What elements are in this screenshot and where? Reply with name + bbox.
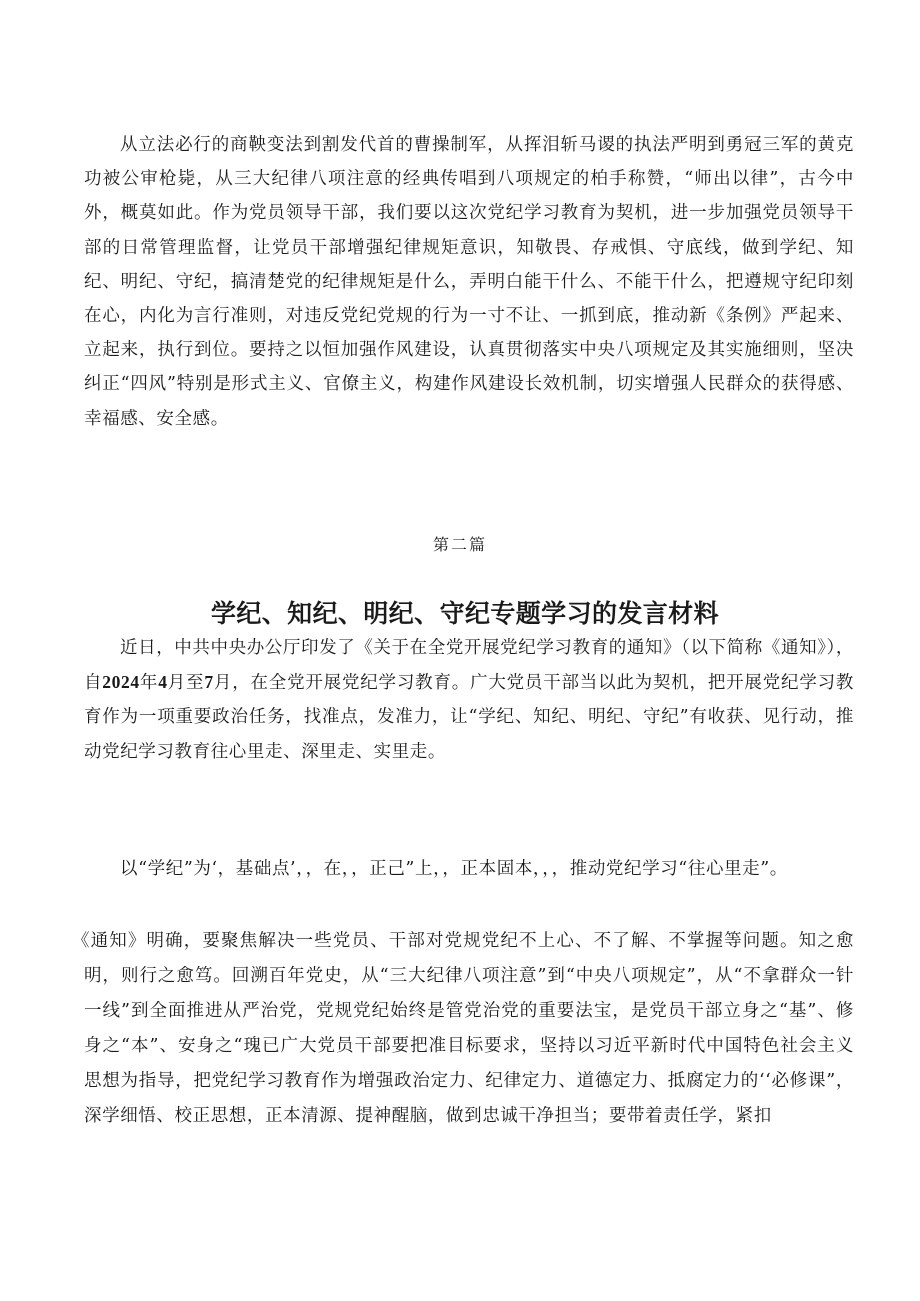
paragraph-2-text-after: 月，在全党开展党纪学习教育。广大党员干部当以此为契机，把开展党纪学习教育作为一项重要政治任务，找准点，发准力，让“学纪、知纪、明纪、守纪”有收获、见行动，推动党纪学习教育往心里走、深里走、实里走。 bbox=[84, 673, 855, 762]
section-label: 第二篇 bbox=[432, 535, 487, 554]
paragraph-3: 以“学纪”为‘，基础点’，，在，，正己”上，，正本固本，，，推动党纪学习“往心里走”。 bbox=[120, 859, 788, 879]
paragraph-4: 《通知》明确，要聚焦解决一些党员、干部对党规党纪不上心、不了解、不掌握等问题。知之愈明，则行之愈笃。回溯百年党史，从“三大纪律八项注意”到“中央八项规定”，从“不拿群众一针一线”到全面推进从严治党，党规党纪始终是管党治党的重要法宝，是党员干部立身之“基”、修身之“本”、安身之“瑰已广大党员干部要把准目标要求，坚持以习近平新时代中国特色社会主义思想为指导，把党纪学习教育作为增强政治定力、纪律定力、道德定力、抵腐定力的‘‘必修课”，深学细悟、校正思想，正本清源、提神醒脑，做到忠诚干净担当；要带着责任学，紧扣 bbox=[72, 931, 854, 1126]
year-unit: 年 bbox=[139, 673, 159, 694]
paragraph-2-text-before: 近日，中共中央办公厅印发了《关于在全党开展党纪学习教育的通知》（以下简称《通知》），自 bbox=[84, 638, 854, 694]
document-title: 学纪、知纪、明纪、守纪专题学习的发言材料 bbox=[210, 599, 719, 628]
month-range-text: 月至 bbox=[167, 673, 205, 694]
year-number: 2024 bbox=[102, 672, 140, 693]
month-start-number: 4 bbox=[158, 672, 168, 693]
month-end-number: 7 bbox=[204, 672, 214, 693]
paragraph-2 bbox=[84, 631, 854, 769]
paragraph-1: 从立法必行的商鞅变法到割发代首的曹操制军，从挥泪斩马谡的执法严明到勇冠三军的黄克功被公审枪毙，从三大纪律八项注意的经典传唱到八项规定的柏手称赞，“师出以律”，古今中外，概莫如此。作为党员领导干部，我们要以这次党纪学习教育为契机，进一步加强党员领导干部的日常管理监督，让党员干部增强纪律规矩意识，知敬畏、存戒惧、守底线，做到学纪、知纪、明纪、守纪，搞清楚党的纪律规矩是什么，弄明白能干什么、不能干什么，把遵规守纪印刻在心，内化为言行准则，对违反党纪党规的行为一寸不让、一抓到底，推动新《条例》严起来、立起来，执行到位。要持之以恒加强作风建设，认真贯彻落实中央八项规定及其实施细则，坚决纠正“四风”特别是形式主义、官僚主义，构建作风建设长效机制，切实增强人民群众的获得感、幸福感、安全感。 bbox=[84, 135, 854, 429]
